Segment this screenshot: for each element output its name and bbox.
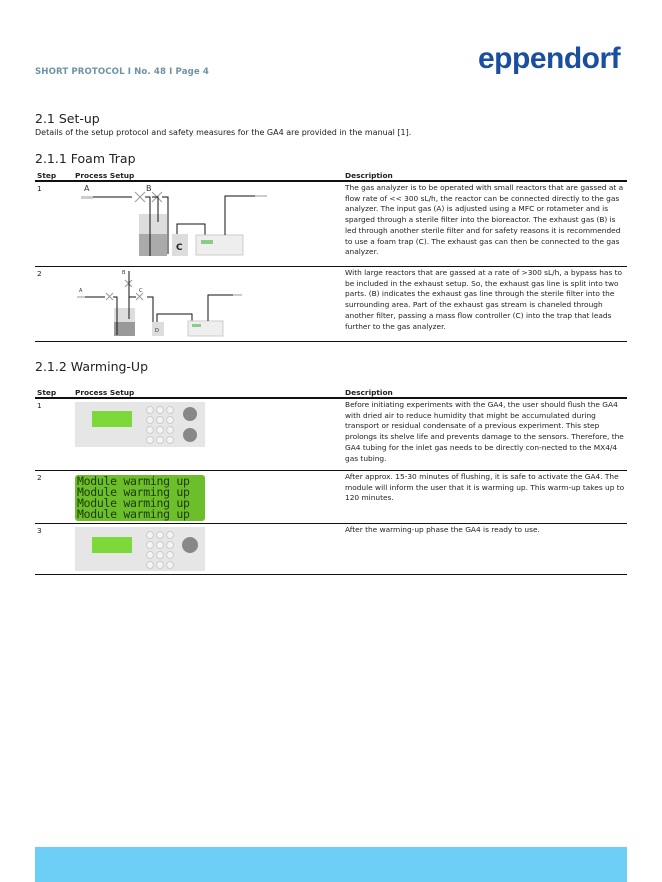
label-b: B: [122, 270, 126, 276]
header-process: Process Setup: [75, 171, 135, 180]
ga4-front-panel-photo: [75, 527, 205, 571]
lcd-line: Module warming up: [77, 475, 190, 488]
header-step: Step: [37, 388, 57, 397]
section-title-foam-trap: 2.1.1 Foam Trap: [35, 151, 136, 166]
description-text: After approx. 15-30 minutes of flushing, it is safe to activate the GA4. The module will inform the user that it is warming up. This warm-up takes up to 120 minutes.: [345, 472, 625, 503]
section-title-setup: 2.1 Set-up: [35, 111, 100, 126]
footer-bar: [35, 847, 627, 882]
label-a: A: [79, 288, 83, 294]
foam-trap-diagram-2: [75, 267, 275, 341]
step-number: 1: [37, 401, 42, 410]
header-step: Step: [37, 171, 57, 180]
table-header: [35, 387, 627, 399]
eppendorf-logo: eppendorf: [478, 42, 621, 75]
header-description: Description: [345, 171, 393, 180]
step-number: 3: [37, 526, 42, 535]
setup-text: Details of the setup protocol and safety measures for the GA4 are provided in the manual [1].: [35, 128, 412, 137]
table-row: [35, 399, 627, 471]
header-description: Description: [345, 388, 393, 397]
table-row: [35, 471, 627, 524]
foam-trap-table: [35, 170, 627, 342]
ga4-front-panel-photo: [75, 402, 205, 447]
description-text: After the warming-up phase the GA4 is ready to use.: [345, 525, 540, 534]
table-row: [35, 182, 627, 267]
label-c: C: [139, 288, 143, 294]
lcd-line: Module warming up: [77, 507, 190, 521]
description-text: Before initiating experiments with the GA4, the user should flush the GA4 with dried air to reduce humidity that might be accumulated during transport or residual condensate of a previous experiment. This step prolongs its shelve life and prevents damage to the sensors. Therefore, the GA4 tubing for the inlet gas needs to be directly con-nected to the MX4/4 gas tubing.: [345, 400, 624, 463]
warming-up-table: [35, 387, 627, 575]
label-d: D: [155, 328, 159, 334]
label-a: A: [84, 184, 90, 193]
description-text: The gas analyzer is to be operated with small reactors that are gassed at a flow rate of << 300 sL/h, the reactor can be connected directly to the gas analyzer. The input gas (A) is adjusted using a MFC or rotameter and is sparged through a sterile filter into the bioreactor. The exhaust gas (B) is led through another sterile filter and for safety reasons it is recommended to use a foam trap (C). The exhaust gas can then be connected to the gas analyzer.: [345, 183, 624, 257]
section-title-warming-up: 2.1.2 Warming-Up: [35, 359, 149, 374]
lcd-line: Module warming up: [77, 485, 190, 499]
foam-trap-diagram-1: [75, 182, 275, 266]
lcd-line: Module warming up: [77, 496, 190, 510]
table-header: [35, 170, 627, 182]
step-number: 1: [37, 184, 42, 193]
step-number: 2: [37, 473, 42, 482]
label-c: C: [176, 243, 183, 253]
protocol-header: SHORT PROTOCOL I No. 48 I Page 4: [35, 67, 209, 77]
header-process: Process Setup: [75, 388, 135, 397]
table-row: [35, 524, 627, 575]
step-number: 2: [37, 269, 42, 278]
table-row: [35, 267, 627, 342]
lcd-display: [75, 475, 205, 521]
label-b: B: [146, 184, 152, 193]
description-text: With large reactors that are gassed at a rate of >300 sL/h, a bypass has to be included in the exhaust setup. So, the exhaust gas line is split into two parts. (B) indicates the exhaust gas line through the sterile filter into the surrounding area. Part of the exhaust gas stream is chaneled through another filter, passing a mass flow controller (C) into the trap that leads further to the gas analyzer.: [345, 268, 623, 331]
